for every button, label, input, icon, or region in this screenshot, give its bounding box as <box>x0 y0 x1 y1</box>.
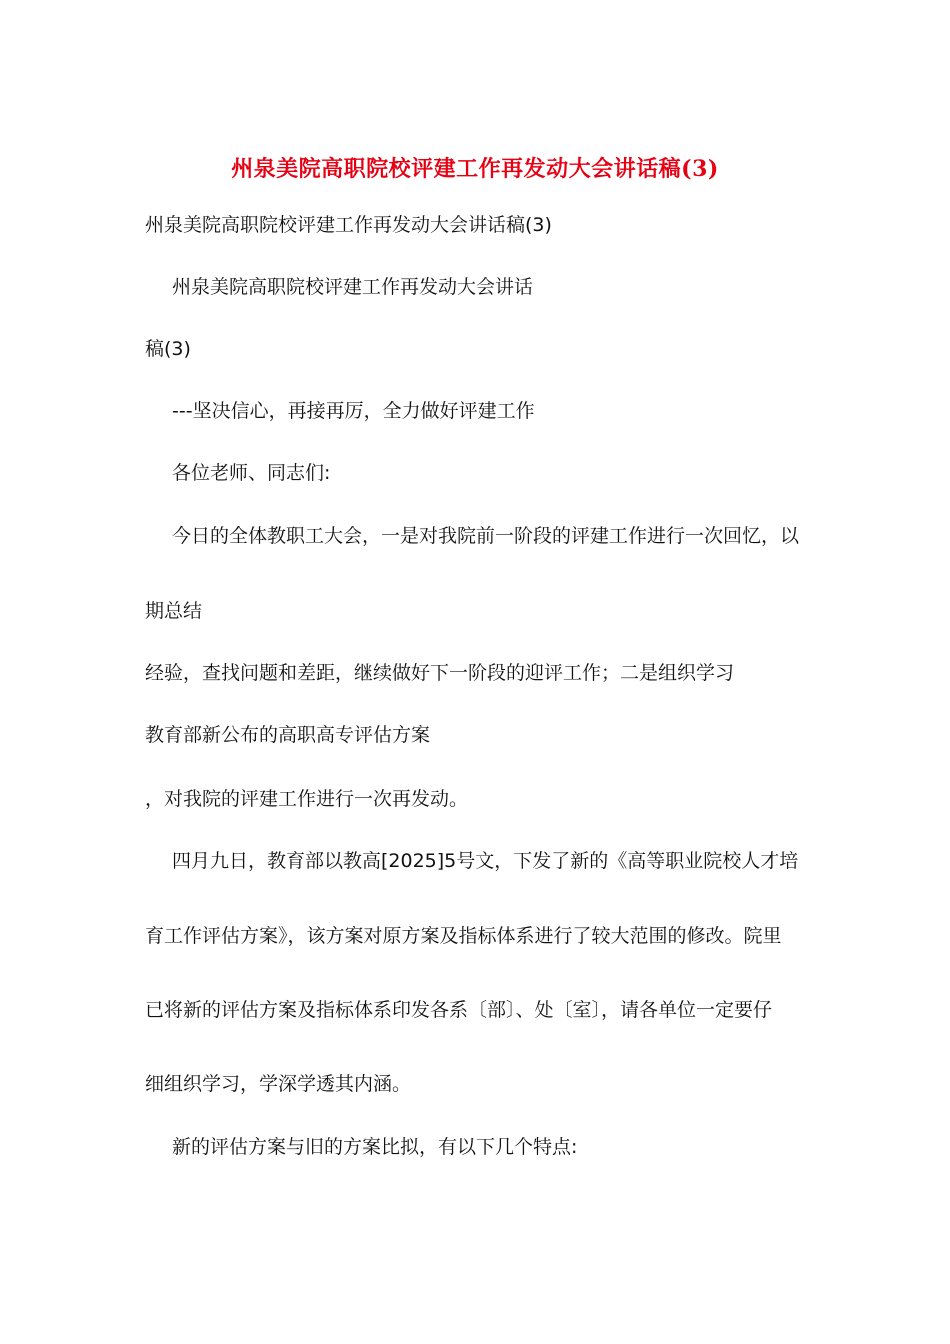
paragraph-line: ---坚决信心，再接再厉，全力做好评建工作 <box>172 400 535 422</box>
subtitle-line: 州泉美院高职院校评建工作再发动大会讲话稿(3) <box>145 214 552 236</box>
paragraph-line: 育工作评估方案》，该方案对原方案及指标体系进行了较大范围的修改。院里 <box>145 925 782 947</box>
paragraph-line: 稿(3) <box>145 338 191 360</box>
paragraph-line: 已将新的评估方案及指标体系印发各系〔部〕、处〔室〕，请各单位一定要仔 <box>145 999 773 1021</box>
salutation-line: 各位老师、同志们: <box>172 462 331 484</box>
paragraph-line: 州泉美院高职院校评建工作再发动大会讲话 <box>172 276 534 298</box>
paragraph-line: 四月九日，教育部以教高[2025]5号文，下发了新的《高等职业院校人才培 <box>172 850 799 872</box>
paragraph-line: 经验，查找问题和差距，继续做好下一阶段的迎评工作；二是组织学习 <box>145 662 735 684</box>
paragraph-line: 期总结 <box>145 600 203 622</box>
document-title: 州泉美院高职院校评建工作再发动大会讲话稿(3) <box>231 156 719 182</box>
paragraph-line: 新的评估方案与旧的方案比拟，有以下几个特点: <box>172 1136 578 1158</box>
paragraph-line: ，对我院的评建工作进行一次再发动。 <box>145 788 469 810</box>
paragraph-line: 教育部新公布的高职高专评估方案 <box>145 724 431 746</box>
paragraph-line: 今日的全体教职工大会，一是对我院前一阶段的评建工作进行一次回忆，以 <box>172 525 800 547</box>
paragraph-line: 细组织学习，学深学透其内涵。 <box>145 1073 412 1095</box>
